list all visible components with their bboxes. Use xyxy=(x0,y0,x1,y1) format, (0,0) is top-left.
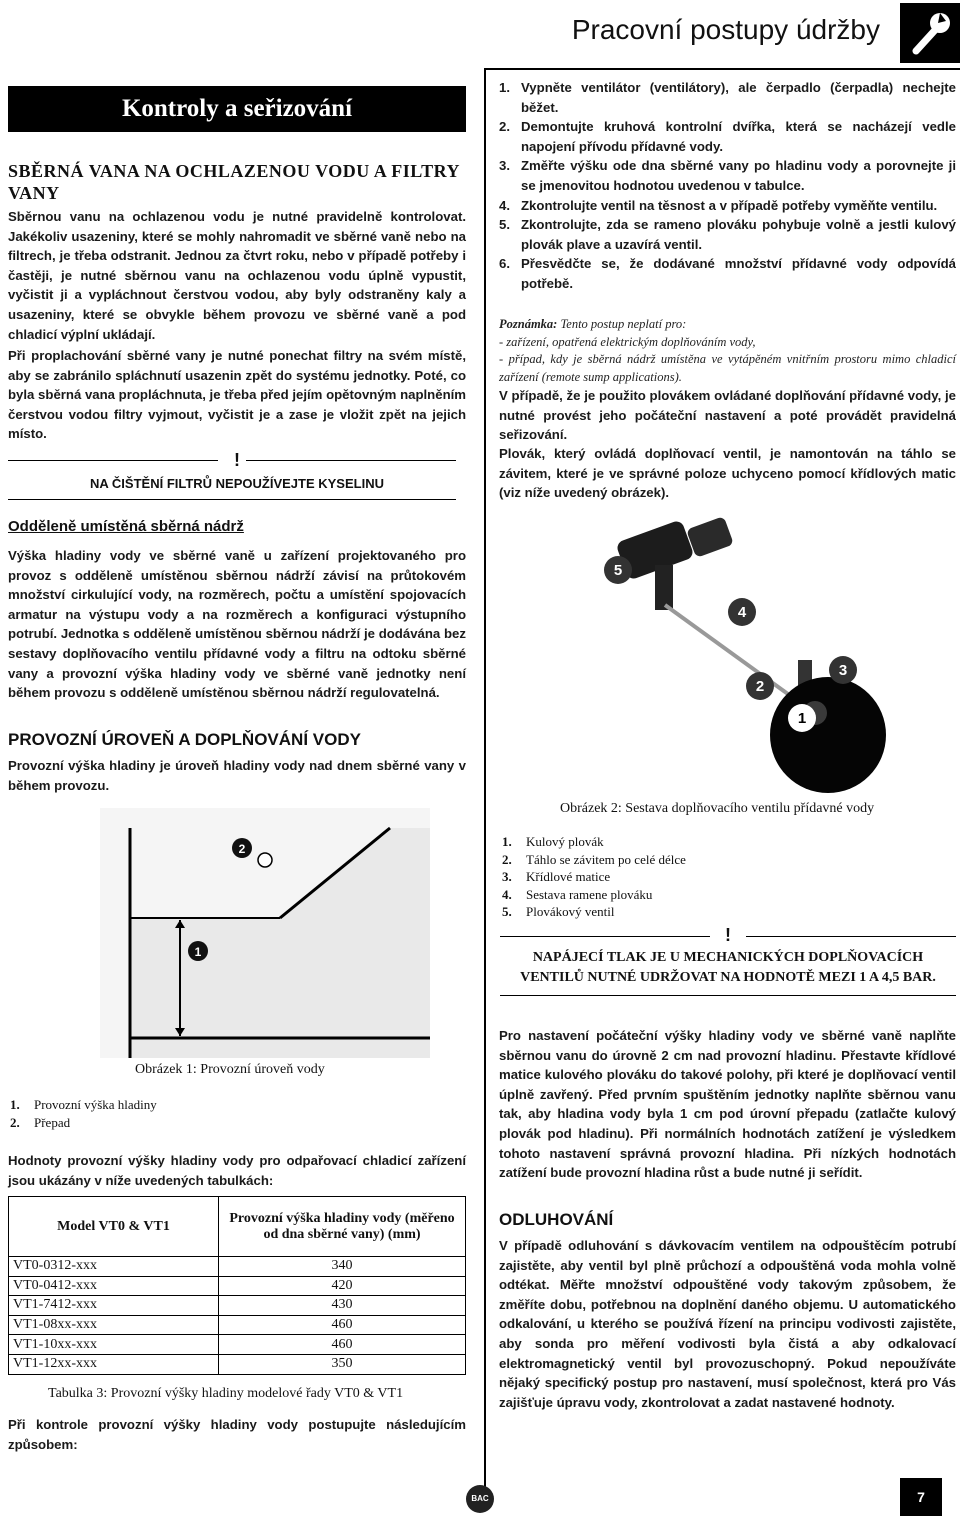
list-item: 4. Zkontrolujte ventil na těsnost a v případě potřeby vyměňte ventilu. xyxy=(499,197,938,213)
legend-item: 5. Plovákový ventil xyxy=(502,904,615,919)
table-row: VT1-10xx-xxx 460 xyxy=(9,1335,466,1355)
warning-text-acid: NA ČIŠTĚNÍ FILTRŮ NEPOUŽÍVEJTE KYSELINU xyxy=(90,476,384,491)
page-number: 7 xyxy=(900,1478,942,1516)
svg-text:3: 3 xyxy=(838,662,848,679)
svg-text:1: 1 xyxy=(797,710,807,727)
svg-text:2: 2 xyxy=(755,678,765,695)
section-banner: Kontroly a seřizování xyxy=(8,86,466,132)
paragraph-float-mount: Plovák, který ovládá doplňovací ventil, je namontován na táhlo se závitem, které je ve správné poloze uchyceno pomocí křídlových matic (viz níže uvedený obrázek). xyxy=(499,446,956,501)
section-title-water-level: PROVOZNÍ ÚROVEŇ A DOPLŇOVÁNÍ VODY xyxy=(8,730,361,749)
paragraph-level-setup: Pro nastavení počáteční výšky hladiny vody ve sběrné vaně naplňte sběrnou vanu do úrovně 2 cm nad provozní hladinu. Přestavte křídlové matice kulového plováku do takové polohy, při které je doplňovací ventil úplně zavřený. Před prvním spuštěním jednotky naplňte sběrnou vanu tak, aby hladina vody byla 1 cm pod úrovní přepadu (zatlačte kulový plovák pod hladinu). Při normálních hodnotách zatížení je výsledkem tohoto nastavení správná provozní hladina. Při nízkých hodnotách zatížení bude provozní hladina růst a bude nutné ji seřídit. xyxy=(499,1028,956,1181)
warning-text-pressure: NAPÁJECÍ TLAK JE U MECHANICKÝCH DOPLŇOVACÍCH VENTILŮ NUTNÉ UDRŽOVAT NA HODNOTĚ MEZI 1 A 4,5 BAR. xyxy=(520,950,936,985)
list-item: 2. Demontujte kruhová kontrolní dvířka, která se nacházejí vedle napojení přívodu přídavné vody. xyxy=(499,119,956,154)
warning-box-pressure xyxy=(500,925,956,996)
procedure-steps xyxy=(499,78,956,294)
svg-text:5: 5 xyxy=(613,562,623,579)
figure-makeup-valve xyxy=(560,510,940,800)
figure1-legend xyxy=(10,1096,157,1131)
paragraph-check-procedure: Při kontrole provozní výšky hladiny vody postupujte následujícím způsobem: xyxy=(8,1417,466,1452)
section-title-bleed: ODLUHOVÁNÍ xyxy=(499,1210,614,1229)
header-divider xyxy=(484,68,960,70)
paragraph-table-intro: Hodnoty provozní výšky hladiny vody pro odpařovací chladicí zařízení jsou ukázány v níže uvedených tabulkách: xyxy=(8,1153,466,1188)
section-title-remote-sump: Odděleně umístěná sběrná nádrž xyxy=(8,518,244,535)
table-caption: Tabulka 3: Provozní výšky hladiny modelové řady VT0 & VT1 xyxy=(48,1386,404,1401)
paragraph-basin-inspection: Sběrnou vanu na ochlazenou vodu je nutné pravidelně kontrolovat. Jakékoliv usazeniny, které se mohly nahromadit ve sběrné vaně nebo na filtrech, je třeba odstranit. Jednou za čtvrt roku, nebo v případě potřeby i častěji, je nutné sběrnou vanu na ochlazenou vodu úplně vypustit, vyčistit ji a vypláchnout čerstvou vodou, aby byly odstraněny kaly a usazeniny, které se obvykle během provozu ve sběrné vaně a pod chladicí výplní ukládají. xyxy=(8,209,466,342)
figure-water-level xyxy=(100,808,430,1058)
column-divider xyxy=(484,68,486,1488)
list-item: 6. Přesvědčte se, že dodávané množství přídavné vody odpovídá potřebě. xyxy=(499,256,956,291)
legend-item: 2. Táhlo se závitem po celé délce xyxy=(502,851,686,867)
exclamation-icon: ! xyxy=(725,925,731,945)
list-item: 1. Vypněte ventilátor (ventilátory), ale čerpadlo (čerpadla) nechejte běžet. xyxy=(499,80,956,115)
table-row: VT0-0312-xxx 340 xyxy=(9,1257,466,1277)
legend-item: 1. Provozní výška hladiny xyxy=(10,1097,157,1112)
figure1-caption: Obrázek 1: Provozní úroveň vody xyxy=(135,1062,325,1077)
table-head-value: Provozní výška hladiny vody (měřeno od dna sběrné vany) (mm) xyxy=(219,1197,466,1257)
legend-item: 3. Křídlové matice xyxy=(502,869,611,884)
svg-text:2: 2 xyxy=(238,842,246,856)
paragraph-flushing: Při proplachování sběrné vany je nutné ponechat filtry na svém místě, aby se zabránilo spláchnutí usazenin zpět do systému jednotky. Poté, co byla sběrná vana propláchnuta, je třeba před jejím opětovným naplněním čerstvou vodou filtry vyjmout, vyčistit je a zase je vložit zpět na jejich místo. xyxy=(8,348,467,442)
table-row: VT0-0412-xxx 420 xyxy=(9,1276,466,1296)
water-level-table xyxy=(8,1196,466,1375)
exclamation-icon: ! xyxy=(234,450,240,470)
paragraph-bleed: V případě odluhování s dávkovacím ventilem na odpouštěcím potrubí zajistěte, aby ventil byl plně průchozí a odpouštěná voda mohla volně odtékat. Měřte množství odpouštěné vody takovým způsobem, že změříte dobu, potřebnou na doplnění daného objemu. U automatického odkalování, u kterého se používá řízení na principu vodivosti zajistěte, aby sonda pro měření vodivosti byla čistá a aby odkalovací elektromagnetický ventil byl provozuschopný. Pokud nepoužíváte nějaký specifický postup pro nastavení, musí společnost, která pro Vás zajišťuje úpravu vody, zkontrolovat a zadat nastavené hodnoty. xyxy=(499,1238,956,1410)
table-row: VT1-08xx-xxx 460 xyxy=(9,1315,466,1335)
table-row: VT1-12xx-xxx 350 xyxy=(9,1354,466,1374)
warning-box-acid xyxy=(8,450,466,500)
list-item: 3. Změřte výšku ode dna sběrné vany po hladinu vody a porovnejte ji se jmenovitou hodnotou uvedenou v tabulce. xyxy=(499,158,956,193)
list-item: 5. Zkontrolujte, zda se rameno plováku pohybuje volně a jestli kulový plovák plave a uzavírá ventil. xyxy=(499,217,956,252)
table-head-model: Model VT0 & VT1 xyxy=(9,1197,219,1257)
svg-text:4: 4 xyxy=(737,604,747,621)
wrench-icon xyxy=(900,3,960,63)
bac-logo: BAC xyxy=(466,1485,494,1513)
procedure-note: Poznámka: Tento postup neplatí pro: - zařízení, opatřená elektrickým doplňováním vody, - případ, kdy je sběrná nádrž umístěna ve vytápěném vnitřním prostoru mimo chladicí zařízení (remote sump applications). xyxy=(499,317,956,384)
legend-item: 1. Kulový plovák xyxy=(502,834,604,849)
table-row: VT1-7412-xxx 430 xyxy=(9,1296,466,1316)
paragraph-water-level: Provozní výška hladiny je úroveň hladiny vody nad dnem sběrné vany v během provozu. xyxy=(8,758,466,793)
legend-item: 4. Sestava ramene plováku xyxy=(502,886,653,902)
paragraph-float-valve: V případě, že je použito plovákem ovládané doplňování přídavné vody, je nutné provést jeho počáteční nastavení a poté provádět pravidelná seřizování. xyxy=(499,388,956,443)
page-header-title: Pracovní postupy údržby xyxy=(571,14,880,45)
table-header-row xyxy=(9,1197,466,1257)
figure2-legend xyxy=(502,833,686,921)
section-title-basin: SBĚRNÁ VANA NA OCHLAZENOU VODU A FILTRY VANY xyxy=(8,161,460,203)
figure2-caption: Obrázek 2: Sestava doplňovacího ventilu přídavné vody xyxy=(560,801,875,816)
legend-item: 2. Přepad xyxy=(10,1114,71,1130)
svg-text:1: 1 xyxy=(194,945,202,959)
paragraph-remote-sump: Výška hladiny vody ve sběrné vaně u zařízení projektovaného pro provoz s odděleně umístěnou sběrnou nádrží závisí na průtokovém množství cirkulující vody, na rozměrech, počtu a umístění spojovacích armatur na výstupu vody a na rozměrech a konfiguraci výstupního potrubí. Jednotka s odděleně umístěnou sběrnou nádrží je dodávána bez sestavy doplňovacího ventilu přídavné vody a filtru na odtoku sběrné vany a provozní výška hladiny vody ve sběrné vaně jednotky není během provozu s odděleně umístěnou sběrnou nádrží regulovatelná. xyxy=(8,548,466,701)
